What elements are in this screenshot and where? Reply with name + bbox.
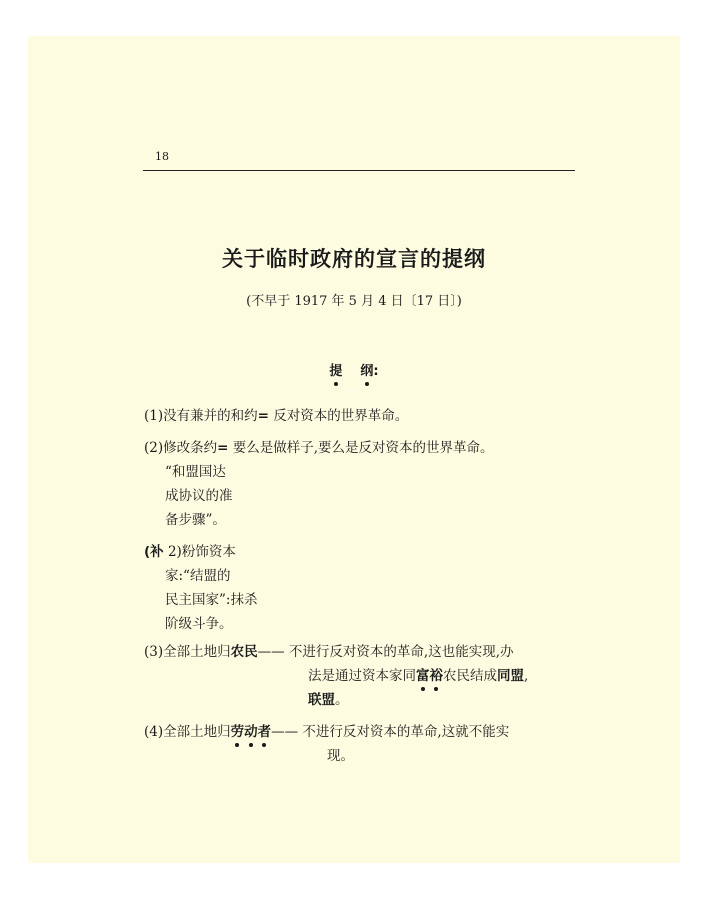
emphasis-char: 动 bbox=[244, 720, 258, 740]
item-3-line: 法是通过资本家同富裕农民结成同盟, bbox=[308, 664, 528, 684]
item-2-note-line: 备步骤”。 bbox=[165, 512, 226, 528]
supplement-2-line: 家:“结盟的 bbox=[165, 568, 231, 584]
emphasis-char: 裕 bbox=[430, 664, 444, 684]
item-4-line: 现。 bbox=[327, 748, 354, 764]
item-2-note-line: 成协议的准 bbox=[165, 488, 233, 504]
document-title: 关于临时政府的宣言的提纲 bbox=[222, 247, 486, 271]
emphasis-char: 富 bbox=[416, 664, 430, 684]
document-date: (不早于 1917 年 5 月 4 日〔17 日〕) bbox=[246, 294, 462, 309]
item-1: (1)没有兼并的和约= 反对资本的世界革命。 bbox=[144, 408, 409, 424]
supplement-2-line: 民主国家”:抹杀 bbox=[165, 592, 258, 608]
header-rule bbox=[143, 170, 575, 171]
item-3: (3)全部土地归农民—— 不进行反对资本的革命,这也能实现,办 bbox=[144, 644, 514, 660]
emphasis-char: 劳 bbox=[231, 720, 245, 740]
item-4: (4)全部土地归劳动者—— 不进行反对资本的革命,这就不能实 bbox=[144, 720, 509, 740]
emphasis-char: 者 bbox=[258, 720, 272, 740]
supplement-2-line: 阶级斗争。 bbox=[165, 616, 233, 632]
item-3-line: 联盟。 bbox=[308, 692, 349, 708]
item-2: (2)修改条约= 要么是做样子,要么是反对资本的世界革命。 bbox=[144, 440, 494, 456]
section-heading: 提 纲: bbox=[0, 360, 708, 379]
emphasis-char: 纲 bbox=[360, 360, 373, 379]
supplement-2: (补 2)粉饰资本 bbox=[144, 544, 236, 560]
item-2-note-line: “和盟国达 bbox=[165, 464, 226, 480]
page-number: 18 bbox=[155, 150, 169, 163]
emphasis-char: 提 bbox=[329, 360, 342, 379]
